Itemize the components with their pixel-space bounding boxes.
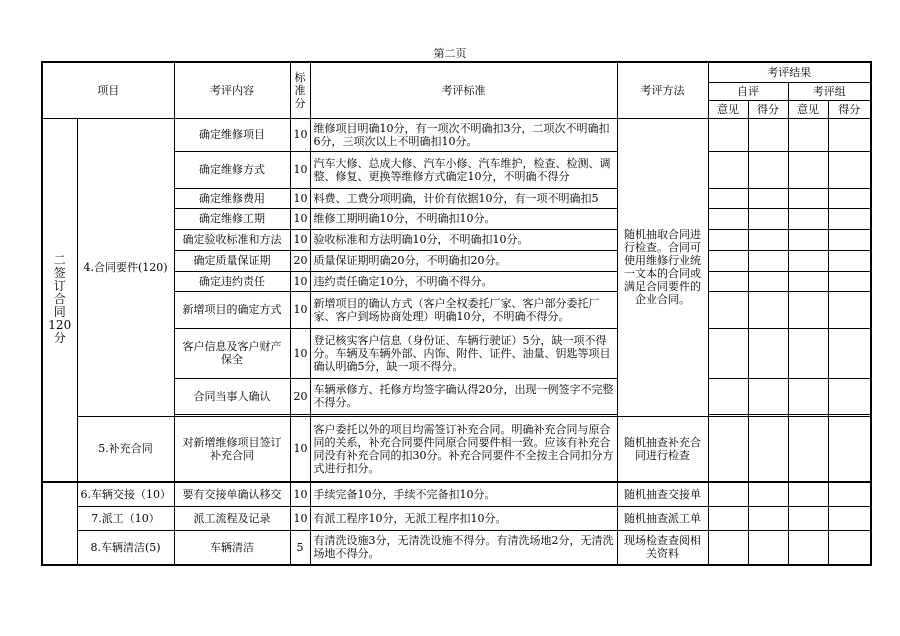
group-score-cell[interactable] (828, 208, 871, 229)
group-opinion-cell[interactable] (788, 291, 828, 328)
header-self-eval: 自评 (708, 82, 788, 100)
score-cell: 10 (290, 188, 310, 208)
standard-cell: 车辆承修方、托修方均签字确认得20分，出现一例签字不完整不得分。 (310, 378, 617, 414)
method-contract-random: 随机抽取合同进行检查。合同可使用维修行业统一文本的合同或满足合同要件的企业合同。 (617, 118, 708, 416)
header-method: 考评方法 (617, 62, 708, 118)
project-cell: 6.车辆交接（10） (77, 482, 174, 506)
content-cell: 确定维修项目 (174, 118, 290, 151)
group-opinion-cell[interactable] (788, 271, 828, 291)
content-cell: 派工流程及记录 (174, 506, 290, 530)
group-opinion-cell[interactable] (788, 208, 828, 229)
group-opinion-cell[interactable] (788, 416, 828, 482)
self-opinion-cell[interactable] (708, 482, 748, 506)
content-cell: 确定维修费用 (174, 188, 290, 208)
content-cell: 对新增维修项目签订补充合同 (174, 416, 290, 482)
group-opinion-cell[interactable] (788, 250, 828, 271)
method-cell: 随机抽查派工单 (617, 506, 708, 530)
self-score-cell[interactable] (748, 416, 788, 482)
self-opinion-cell[interactable] (708, 271, 748, 291)
standard-cell: 违约责任确定10分，不明确不得分。 (310, 271, 617, 291)
standard-cell: 手续完备10分，手续不完备扣10分。 (310, 482, 617, 506)
self-opinion-cell[interactable] (708, 506, 748, 530)
content-cell: 确定验收标准和方法 (174, 229, 290, 250)
header-result: 考评结果 (708, 62, 871, 82)
self-score-cell[interactable] (748, 250, 788, 271)
method-supplement-random: 随机抽查补充合同进行检查 (617, 416, 708, 482)
content-cell: 要有交接单确认移交 (174, 482, 290, 506)
group-opinion-cell[interactable] (788, 482, 828, 506)
content-cell: 确定质量保证期 (174, 250, 290, 271)
group-score-cell[interactable] (828, 188, 871, 208)
score-cell: 10 (290, 271, 310, 291)
header-score: 得分 (748, 100, 788, 118)
standard-cell: 质量保证期明确20分，不明确扣20分。 (310, 250, 617, 271)
self-score-cell[interactable] (748, 530, 788, 565)
group-score-cell[interactable] (828, 416, 871, 482)
self-score-cell[interactable] (748, 291, 788, 328)
group-score-cell[interactable] (828, 378, 871, 414)
group-opinion-cell[interactable] (788, 530, 828, 565)
score-cell: 5 (290, 530, 310, 565)
self-score-cell[interactable] (748, 151, 788, 188)
content-cell: 确定违约责任 (174, 271, 290, 291)
header-content: 考评内容 (174, 62, 290, 118)
header-score: 得分 (828, 100, 871, 118)
score-cell: 20 (290, 378, 310, 414)
group-score-cell[interactable] (828, 506, 871, 530)
score-cell: 10 (290, 328, 310, 378)
content-cell: 确定维修工期 (174, 208, 290, 229)
self-opinion-cell[interactable] (708, 208, 748, 229)
project-cell: 8.车辆清洁(5) (77, 530, 174, 565)
group-contract-elements: 4.合同要件(120) (77, 118, 174, 416)
group-opinion-cell[interactable] (788, 229, 828, 250)
standard-cell: 维修工期明确10分，不明确扣10分。 (310, 208, 617, 229)
self-opinion-cell[interactable] (708, 151, 748, 188)
header-group-eval: 考评组 (788, 82, 871, 100)
self-score-cell[interactable] (748, 506, 788, 530)
score-cell: 10 (290, 229, 310, 250)
group-score-cell[interactable] (828, 118, 871, 151)
section-blank (42, 482, 77, 565)
standard-cell: 新增项目的确认方式（客户全权委托厂家、客户部分委托厂家、客户到场协商处理）明确10分，不明确不得分。 (310, 291, 617, 328)
self-opinion-cell[interactable] (708, 229, 748, 250)
method-cell: 随机抽查交接单 (617, 482, 708, 506)
group-opinion-cell[interactable] (788, 506, 828, 530)
self-score-cell[interactable] (748, 208, 788, 229)
self-score-cell[interactable] (748, 118, 788, 151)
self-opinion-cell[interactable] (708, 291, 748, 328)
standard-cell: 客户委托以外的项目均需签订补充合同。明确补充合同与原合同的关系，补充合同要件同原合同要件相一致。应该有补充合同没有补充合同的扣30分。补充合同要件不全按主合同扣分方式进行扣分。 (310, 416, 617, 482)
method-cell: 现场检查查阅相关资料 (617, 530, 708, 565)
header-opinion: 意见 (708, 100, 748, 118)
group-score-cell[interactable] (828, 530, 871, 565)
content-cell: 确定维修方式 (174, 151, 290, 188)
standard-cell: 登记核实客户信息（身份证、车辆行驶证）5分，缺一项不得分。车辆及车辆外部、内饰、附件、证件、油量、钥匙等项目确认明确5分，缺一项不得分。 (310, 328, 617, 378)
score-cell: 10 (290, 291, 310, 328)
evaluation-table (41, 61, 872, 566)
section-label: 二 签 订 合 同 120 分 (42, 118, 77, 482)
score-cell: 10 (290, 208, 310, 229)
standard-cell: 汽车大修、总成大修、汽车小修、汽车维护，检查、检测、调整、修复、更换等维修方式确定10分，不明确不得分 (310, 151, 617, 188)
group-opinion-cell[interactable] (788, 378, 828, 414)
group-opinion-cell[interactable] (788, 328, 828, 378)
content-cell: 车辆清洁 (174, 530, 290, 565)
self-opinion-cell[interactable] (708, 328, 748, 378)
group-supplement: 5.补充合同 (77, 416, 174, 482)
standard-cell: 验收标准和方法明确10分，不明确扣10分。 (310, 229, 617, 250)
score-cell: 10 (290, 151, 310, 188)
standard-cell: 有清洗设施3分，无清洗设施不得分。有清洗场地2分，无清洗场地不得分。 (310, 530, 617, 565)
header-opinion: 意见 (788, 100, 828, 118)
self-opinion-cell[interactable] (708, 250, 748, 271)
self-score-cell[interactable] (748, 378, 788, 414)
standard-cell: 有派工程序10分，无派工程序扣10分。 (310, 506, 617, 530)
content-cell: 客户信息及客户财产保全 (174, 328, 290, 378)
group-score-cell[interactable] (828, 151, 871, 188)
self-opinion-cell[interactable] (708, 188, 748, 208)
self-opinion-cell[interactable] (708, 416, 748, 482)
score-cell: 10 (290, 482, 310, 506)
self-opinion-cell[interactable] (708, 118, 748, 151)
group-score-cell[interactable] (828, 229, 871, 250)
header-standard: 考评标准 (310, 62, 617, 118)
content-cell: 新增项目的确定方式 (174, 291, 290, 328)
group-score-cell[interactable] (828, 250, 871, 271)
self-opinion-cell[interactable] (708, 378, 748, 414)
group-score-cell[interactable] (828, 291, 871, 328)
score-cell: 10 (290, 118, 310, 151)
group-opinion-cell[interactable] (788, 118, 828, 151)
self-score-cell[interactable] (748, 188, 788, 208)
group-score-cell[interactable] (828, 482, 871, 506)
self-score-cell[interactable] (748, 482, 788, 506)
group-score-cell[interactable] (828, 271, 871, 291)
score-cell: 20 (290, 250, 310, 271)
self-score-cell[interactable] (748, 328, 788, 378)
self-score-cell[interactable] (748, 229, 788, 250)
header-project: 项目 (42, 62, 174, 118)
group-score-cell[interactable] (828, 328, 871, 378)
standard-cell: 料费、工费分项明确，计价有依据10分，有一项不明确扣5 (310, 188, 617, 208)
group-opinion-cell[interactable] (788, 188, 828, 208)
project-cell: 7.派工（10） (77, 506, 174, 530)
group-opinion-cell[interactable] (788, 151, 828, 188)
content-cell: 合同当事人确认 (174, 378, 290, 414)
self-score-cell[interactable] (748, 271, 788, 291)
page-title: 第二页 (433, 47, 467, 60)
score-cell: 10 (290, 506, 310, 530)
self-opinion-cell[interactable] (708, 530, 748, 565)
score-cell: 10 (290, 416, 310, 482)
standard-cell: 维修项目明确10分，有一项次不明确扣3分，二项次不明确扣6分，三项次以上不明确扣10分。 (310, 118, 617, 151)
header-score-std: 标准分 (290, 62, 310, 118)
